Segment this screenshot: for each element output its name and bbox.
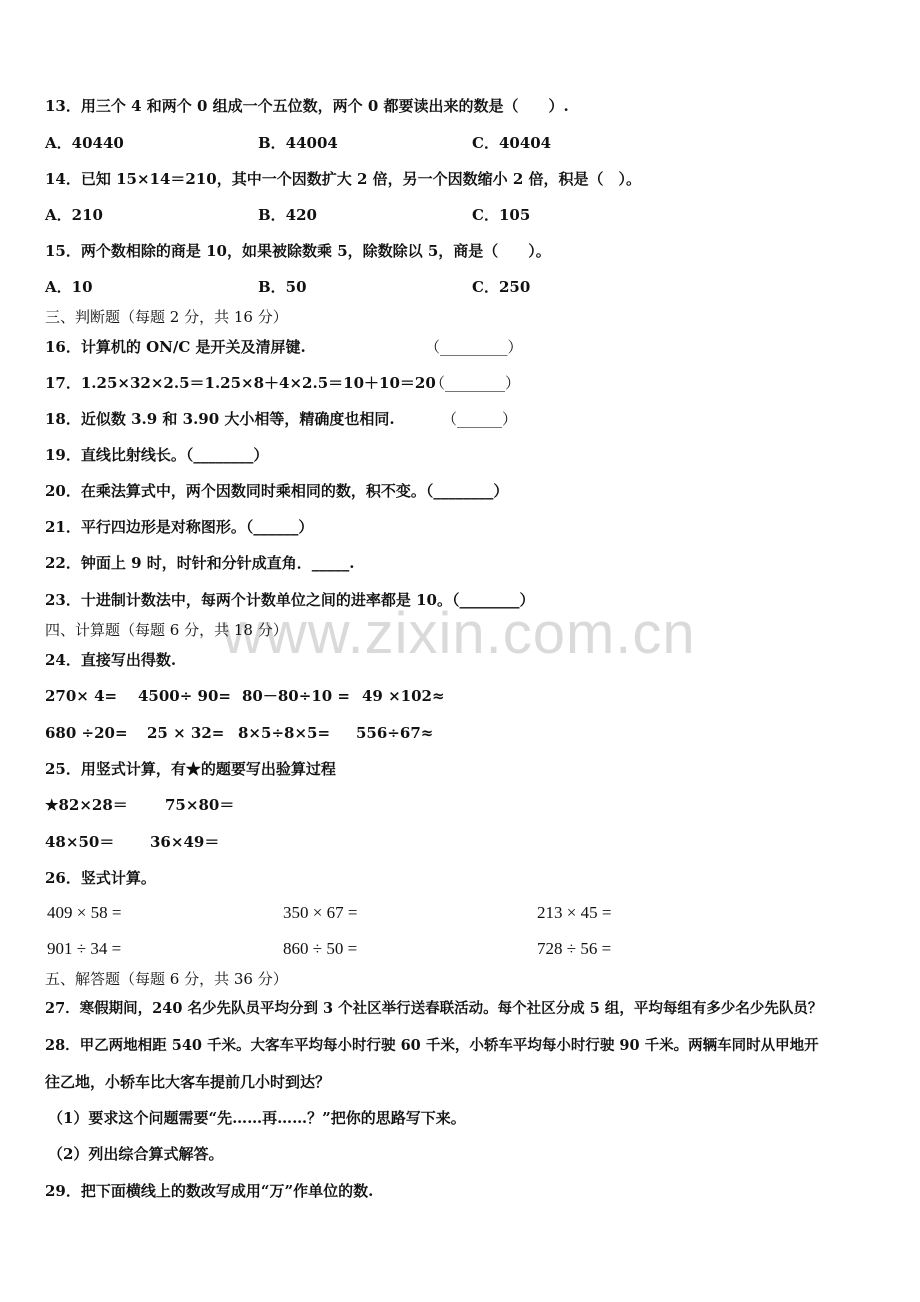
question-13: 13．用三个 4 和两个 0 组成一个五位数，两个 0 都要读出来的数是（ ）.: [45, 97, 569, 115]
question-16: 16．计算机的 ON/C 是开关及清屏键.: [45, 338, 306, 356]
question-18: 18．近似数 3.9 和 3.90 大小相等，精确度也相同.: [45, 410, 395, 428]
question-28-sub-1: （1）要求这个问题需要“先……再……？”把你的思路写下来。: [48, 1109, 466, 1127]
question-17: 17．1.25×32×2.5＝1.25×8＋4×2.5＝10＋10＝20: [45, 374, 436, 392]
q25-item: 75×80＝: [165, 796, 235, 814]
q26-item: 213 × 45 =: [537, 903, 612, 922]
q26-item: 901 ÷ 34 =: [47, 939, 122, 958]
q24-item: 25 × 32=: [147, 724, 225, 742]
q15-option-b: B．50: [258, 278, 307, 296]
question-15: 15．两个数相除的商是 10，如果被除数乘 5，除数除以 5，商是（ ）。: [45, 242, 551, 260]
q25-item: 48×50＝: [45, 833, 115, 851]
q26-item: 350 × 67 =: [283, 903, 358, 922]
question-21: 21．平行四边形是对称图形。（______）: [45, 518, 314, 536]
question-28-line-1: 28．甲乙两地相距 540 千米。大客车平均每小时行驶 60 千米，小轿车平均每小时行驶 90 千米。两辆车同时从甲地开: [45, 1037, 819, 1054]
question-28-sub-2: （2）列出综合算式解答。: [48, 1145, 224, 1163]
question-22: 22．钟面上 9 时，时针和分针成直角．_____.: [45, 554, 355, 572]
question-26: 26．竖式计算。: [45, 869, 156, 887]
section-3-heading: 三、判断题（每题 2 分，共 16 分）: [45, 308, 288, 326]
q24-item: 49 ×102≈: [362, 687, 445, 705]
q18-answer-blank[interactable]: （______）: [442, 410, 518, 428]
watermark: www.zixin.com.cn: [222, 601, 696, 666]
q25-item: 36×49＝: [150, 833, 220, 851]
q13-option-a: A．40440: [45, 134, 124, 152]
question-29: 29．把下面横线上的数改写成用“万”作单位的数.: [45, 1182, 374, 1200]
q13-option-b: B．44004: [258, 134, 338, 152]
q24-item: 680 ÷20=: [45, 724, 128, 742]
section-4-heading: 四、计算题（每题 6 分，共 18 分）: [45, 621, 288, 639]
q15-option-c: C．250: [472, 278, 531, 296]
q16-answer-blank[interactable]: （_________）: [425, 338, 523, 356]
question-19: 19．直线比射线长。（________）: [45, 446, 269, 464]
question-27: 27．寒假期间，240 名少先队员平均分到 3 个社区举行送春联活动。每个社区分成 5 组，平均每组有多少名少先队员？: [45, 1000, 823, 1017]
question-14: 14．已知 15×14＝210，其中一个因数扩大 2 倍，另一个因数缩小 2 倍，积是（ ）。: [45, 170, 641, 188]
question-24: 24．直接写出得数.: [45, 651, 177, 669]
q26-item: 728 ÷ 56 =: [537, 939, 612, 958]
section-5-heading: 五、解答题（每题 6 分，共 36 分）: [45, 970, 288, 988]
q24-item: 270× 4=: [45, 687, 118, 705]
question-28-line-2: 往乙地，小轿车比大客车提前几小时到达？: [45, 1073, 331, 1091]
q13-option-c: C．40404: [472, 134, 552, 152]
q14-option-c: C．105: [472, 206, 531, 224]
q25-item: ★82×28＝: [45, 796, 128, 814]
q14-option-a: A．210: [45, 206, 103, 224]
q24-item: 8×5÷8×5=: [238, 724, 331, 742]
question-23: 23．十进制计数法中，每两个计数单位之间的进率都是 10。（________）: [45, 591, 535, 609]
q15-option-a: A．10: [45, 278, 93, 296]
q24-item: 4500÷ 90=: [138, 687, 231, 705]
q14-option-b: B．420: [258, 206, 317, 224]
q17-answer-blank[interactable]: （________）: [430, 374, 521, 392]
question-20: 20．在乘法算式中，两个因数同时乘相同的数，积不变。（________）: [45, 482, 509, 500]
q26-item: 860 ÷ 50 =: [283, 939, 358, 958]
q26-item: 409 × 58 =: [47, 903, 122, 922]
q24-item: 556÷67≈: [356, 724, 434, 742]
question-25: 25．用竖式计算，有★的题要写出验算过程: [45, 760, 336, 778]
q24-item: 80－80÷10 =: [242, 687, 350, 705]
